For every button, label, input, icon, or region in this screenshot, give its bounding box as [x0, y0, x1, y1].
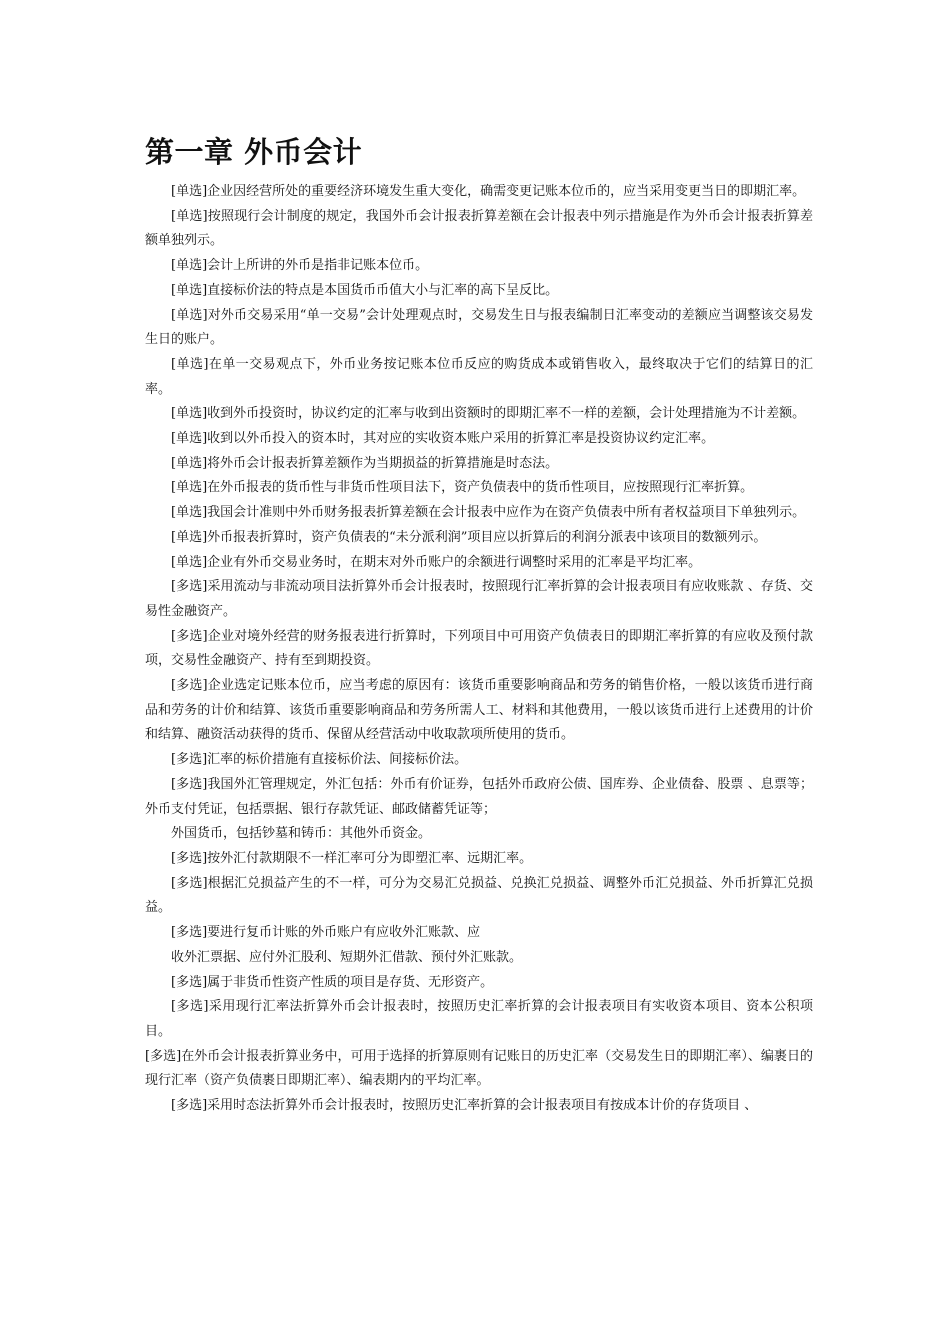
question-paragraph: [单选]将外币会计报表折算差额作为当期损益的折算措施是时态法。: [171, 455, 559, 471]
question-paragraph: 外国货币，包括钞墓和铸币：其他外币资金。: [171, 826, 432, 842]
paragraph-list: [145, 180, 813, 1119]
question-paragraph: [多选]采用流动与非流动项目法折算外币会计报表时，按照现行汇率折算的会计报表项目有应收账款 、存货、交易性金融资产。: [145, 579, 813, 619]
question-paragraph: [单选]收到以外币投入的资本时，其对应的实收资本账户采用的折算汇率是投资协议约定汇率。: [171, 431, 715, 447]
question-paragraph: [单选]对外币交易采用“单一交易”会计处理观点时，交易发生日与报表编制日汇率变动的差额应当调整该交易发生日的账户。: [145, 307, 813, 348]
question-paragraph: [单选]我国会计准则中外币财务报表折算差额在会计报表中应作为在资产负债表中所有者权益项目下单独列示。: [171, 505, 806, 521]
question-paragraph: [单选]按照现行会计制度的规定，我国外币会计报表折算差额在会计报表中列示措施是作为外币会计报表折算差额单独列示。: [145, 208, 813, 249]
question-paragraph: 收外汇票据、应付外汇股利、短期外汇借款、预付外汇账款。: [171, 949, 523, 965]
question-paragraph: [多选]根据汇兑损益产生的不一样，可分为交易汇兑损益、兑换汇兑损益、调整外币汇兑损益、外币折算汇兑损益。: [145, 875, 813, 916]
question-paragraph: [单选]收到外币投资时，协议约定的汇率与收到出资额时的即期汇率不一样的差额，会计处理措施为不计差额。: [171, 406, 806, 422]
question-paragraph: [多选]要进行复币计账的外币账户有应收外汇账款、应: [171, 925, 481, 941]
chapter-title: 第一章 外币会计: [145, 135, 363, 169]
question-paragraph: [单选]直接标价法的特点是本国货币币值大小与汇率的高下呈反比。: [171, 282, 559, 298]
question-paragraph: [多选]属于非货币性资产性质的项目是存货、无形资产。: [171, 974, 494, 990]
question-paragraph: [多选]在外币会计报表折算业务中，可用于选择的折算原则有记账日的历史汇率（交易发生日的即期汇率）、编裹日的现行汇率（资产负债裹日即期汇率）、编表期内的平均汇率。: [145, 1048, 813, 1089]
question-paragraph: [单选]在单一交易观点下，外币业务按记账本位币反应的购货成本或销售收入，最终取决于它们的结算日的汇率。: [145, 356, 813, 397]
document-page: [145, 132, 813, 1119]
question-paragraph: [多选]企业对境外经营的财务报表进行折算时，下列项目中可用资产负债表日的即期汇率折算的有应收及预付款项，交易性金融资产、持有至到期投资。: [145, 628, 813, 669]
question-paragraph: [多选]按外汇付款期限不一样汇率可分为即塑汇率、远期汇率。: [171, 850, 533, 866]
question-paragraph: [单选]会计上所讲的外币是指非记账本位币。: [171, 258, 429, 274]
question-paragraph: [多选]企业选定记账本位币，应当考虑的原因有：该货币重要影响商品和劳务的销售价格，一般以该货币进行商品和劳务的计价和结算、该货币重要影响商品和劳务所需人工、材料和其他费用，一般以该货币进行上述费用的计价和结算、融资活动获得的货币、保留从经营活动中收取款项所使用的货币。: [145, 678, 813, 743]
question-paragraph: [单选]外币报表折算时，资产负债表的“未分派利润”项目应以折算后的利润分派表中该项目的数额列示。: [171, 529, 767, 545]
question-paragraph: [多选]采用时态法折算外币会计报表时，按照历史汇率折算的会计报表项目有按成本计价的存货项目 、: [171, 1098, 758, 1114]
question-paragraph: [多选]我国外汇管理规定，外汇包括：外币有价证券，包括外币政府公债、国库券、企业债畚、股票 、息票等；外币支付凭证，包括票据、银行存款凭证、邮政储蓄凭证等；: [145, 776, 813, 817]
question-paragraph: [多选]汇率的标价措施有直接标价法、间接标价法。: [171, 752, 468, 768]
question-paragraph: [单选]企业因经营所处的重要经济环境发生重大变化，确需变更记账本位币的，应当采用变更当日的即期汇率。: [171, 184, 806, 199]
question-paragraph: [单选]企业有外币交易业务时，在期末对外币账户的余额进行调整时采用的汇率是平均汇率。: [171, 554, 702, 570]
question-paragraph: [多选]采用现行汇率法折算外币会计报表时，按照历史汇率折算的会计报表项目有实收资本项目、资本公积项目。: [145, 999, 813, 1039]
question-paragraph: [单选]在外币报表的货币性与非货币性项目法下，资产负债表中的货币性项目，应按照现行汇率折算。: [171, 480, 754, 496]
